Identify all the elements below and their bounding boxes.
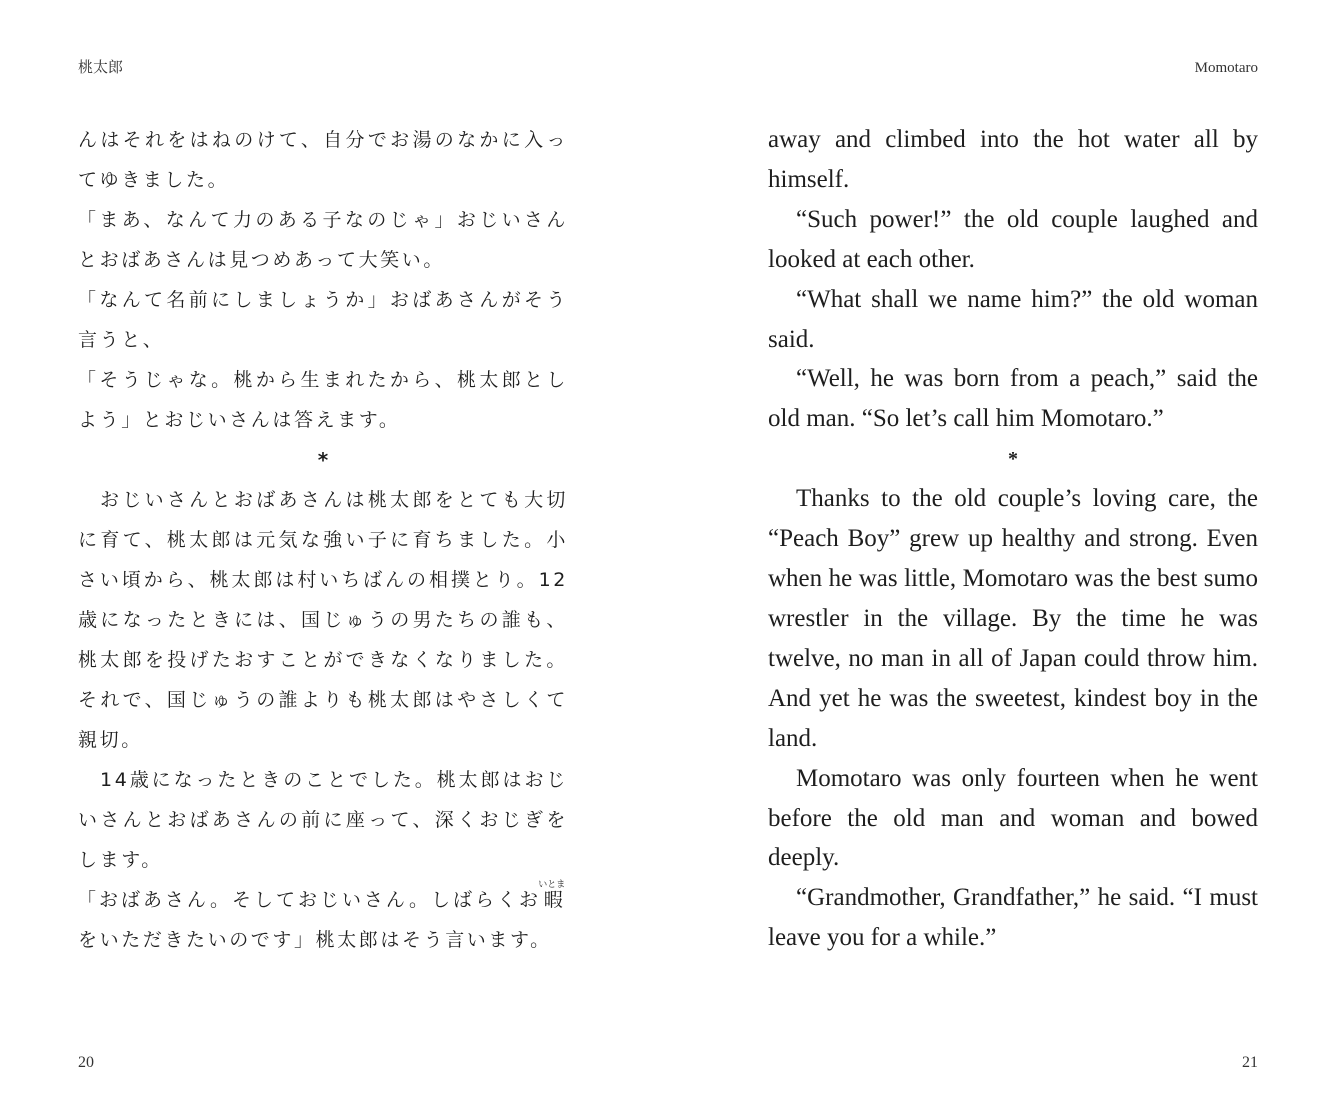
- paragraph-with-ruby: [78, 880, 568, 960]
- ruby-base: 暇: [538, 889, 566, 911]
- paragraph-text: をいただきたいのです」桃太郎はそう言います。: [78, 929, 552, 951]
- paragraph: “Grandmother, Grandfather,” he said. “I must leave you for a while.”: [768, 884, 1258, 952]
- paragraph: 「なんて名前にしましょうか」おばあさんがそう言うと、: [77, 289, 568, 351]
- paragraph: away and climbed into the hot water all by himself.: [768, 126, 1258, 193]
- right-page: [668, 0, 1335, 1111]
- paragraph-text: 「おばあさん。そしておじいさん。しばらくお: [77, 889, 541, 911]
- paragraph: “Such power!” the old couple laughed and looked at each other.: [768, 205, 1258, 273]
- running-head-japanese: 桃太郎: [78, 60, 124, 76]
- scene-break: *: [1008, 448, 1018, 471]
- paragraph: 14歳になったときのことでした。桃太郎はおじいさんとおばあさんの前に座って、深くおじぎをします。: [78, 769, 568, 871]
- paragraph: Thanks to the old couple’s loving care, the “Peach Boy” grew up healthy and strong. Even when he was little, Momotaro was the best sumo wrestler in the village. By the time he was twelve, no man in all of Japan could throw him. And yet he was the sweetest, kindest boy in the land.: [768, 485, 1258, 752]
- paragraph: 「まあ、なんて力のある子なのじゃ」おじいさんとおばあさんは見つめあって大笑い。: [77, 209, 568, 271]
- paragraph: おじいさんとおばあさんは桃太郎をとても大切に育て、桃太郎は元気な強い子に育ちました。小さい頃から、桃太郎は村いちばんの相撲とり。12歳になったときには、国じゅうの男たちの誰も、桃太郎を投げたおすことができなくなりました。それで、国じゅうの誰よりも桃太郎はやさしくて親切。: [78, 489, 568, 751]
- paragraph: んはそれをはねのけて、自分でお湯のなかに入ってゆきました。: [78, 129, 568, 191]
- english-text-block: [768, 120, 1258, 958]
- running-head-english: Momotaro: [1194, 60, 1258, 76]
- paragraph: “Well, he was born from a peach,” said the old man. “So let’s call him Momotaro.”: [768, 365, 1258, 433]
- ruby-reading: いとま: [538, 880, 566, 890]
- ruby-annotation: [538, 880, 566, 911]
- page-number-right: 21: [1242, 1054, 1258, 1071]
- paragraph: 「そうじゃな。桃から生まれたから、桃太郎としよう」とおじいさんは答えます。: [77, 369, 568, 431]
- paragraph: “What shall we name him?” the old woman said.: [768, 285, 1258, 353]
- scene-break: *: [317, 448, 329, 472]
- japanese-text-block: [78, 120, 568, 960]
- page-number-left: 20: [78, 1054, 94, 1071]
- paragraph: Momotaro was only fourteen when he went before the old man and woman and bowed deeply.: [768, 764, 1258, 872]
